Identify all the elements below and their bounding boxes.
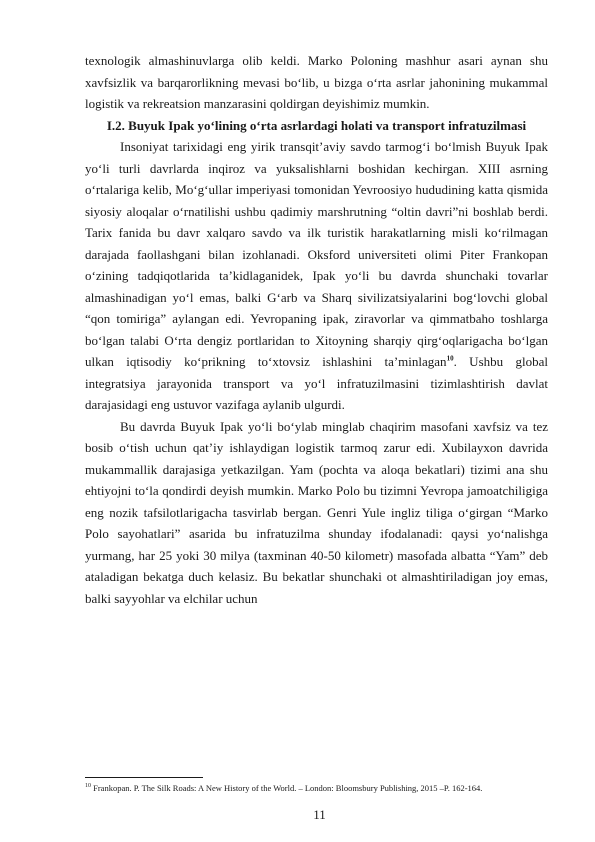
- footnote-divider: [85, 777, 203, 778]
- footnote-text: Frankopan. P. The Silk Roads: A New History of the World. – London: Bloomsbury Publishing, 2015 –P. 162-164.: [91, 783, 483, 793]
- section-heading: I.2. Buyuk Ipak yo‘lining o‘rta asrlardagi holati va transport infratuzilmasi: [106, 117, 527, 133]
- paragraph-2: Bu davrda Buyuk Ipak yo‘li bo‘ylab minglab chaqirim masofani xavfsiz va tez bosib o‘tish uchun qat’iy ishlaydigan logistik tarmoq zarur edi. Xubilayxon davrida mukammallik darajasiga yetkazilgan. Yam (pochta va aloqa bekatlari) tizimi ana shu ehtiyojni to‘la qondirdi deyish mumkin. Marko Polo bu tizimni Yevropa jamoatchiligiga eng nozik tafsilotlarigacha tasvirlab bergan. Genri Yule ingliz tiliga o‘girgan “Marko Polo sayohatlari” asarida bu infratuzilma shunday ifodalanadi: qaysi yo‘nalishga yurmang, har 25 yoki 30 milya (taxminan 40-50 kilometr) masofada albatta “Yam” deb ataladigan bekatga duch kelasiz. Bu bekatlar shunchaki ot almashtiriladigan joy emas, balki sayyohlar va elchilar uchun: [85, 418, 548, 606]
- paragraph-1-main: Insoniyat tarixidagi eng yirik transqit’aviy savdo tarmog‘i bo‘lmish Buyuk Ipak yo‘li turli davrlarda inqiroz va yuksalishlarni boshidan kechirgan. XIII asrning o‘rtalariga kelib, Mo‘g‘ullar imperiyasi tomonidan Yevroosiyo hududining katta qismida siyosiy aloqalar o‘rnatilishi ushbu qadimiy marshrutning “oltin davri”ni boshlab berdi. Tarix fanida bu davr xalqaro savdo va ilk turistik harakatlarning misli ko‘rilmagan darajada faollashgani bilan izohlanadi. Oksford universiteti olimi Piter Frankopan o‘zining tadqiqotlarida ta’kidlaganidek, Ipak yo‘li bu davrda shunchaki tovarlar almashinadigan yo‘l emas, balki G‘arb va Sharq sivilizatsiyalarini bog‘lovchi global “qon tomiriga” aylangan edi. Yevropaning ipak, ziravorlar va qimmatbaho toshlarga bo‘lgan talabi O‘rta dengiz portlaridan to Xitoyning sharqiy qirg‘oqlarigacha bo‘lgan ulkan iqtisodiy ko‘prikning to‘xtovsiz ishlashini ta’minlagan: [85, 139, 548, 369]
- paragraph-1-tail: . Ushbu global integratsiya jarayonida transport va yo‘l infratuzilmasini tizimlashtirish davlat darajasidagi eng ustuvor vazifaga aylanib ulgurdi.: [85, 354, 548, 412]
- document-body: [85, 50, 548, 609]
- paragraph-1: [85, 136, 548, 416]
- page-number: 11: [313, 807, 326, 822]
- footnote-number: 10: [85, 783, 91, 790]
- footnote: [85, 783, 548, 794]
- paragraph-intro: texnologik almashinuvlarga olib keldi. Marko Poloning mashhur asari aynan shu xavfsizlik va barqarorlikning mevasi bo‘lib, u bizga o‘rta asrlar jahonining mukammal logistik va rekreatsion manzarasini qoldirgan deyishimiz mumkin.: [85, 53, 548, 111]
- footnote-reference[interactable]: 10: [446, 354, 454, 363]
